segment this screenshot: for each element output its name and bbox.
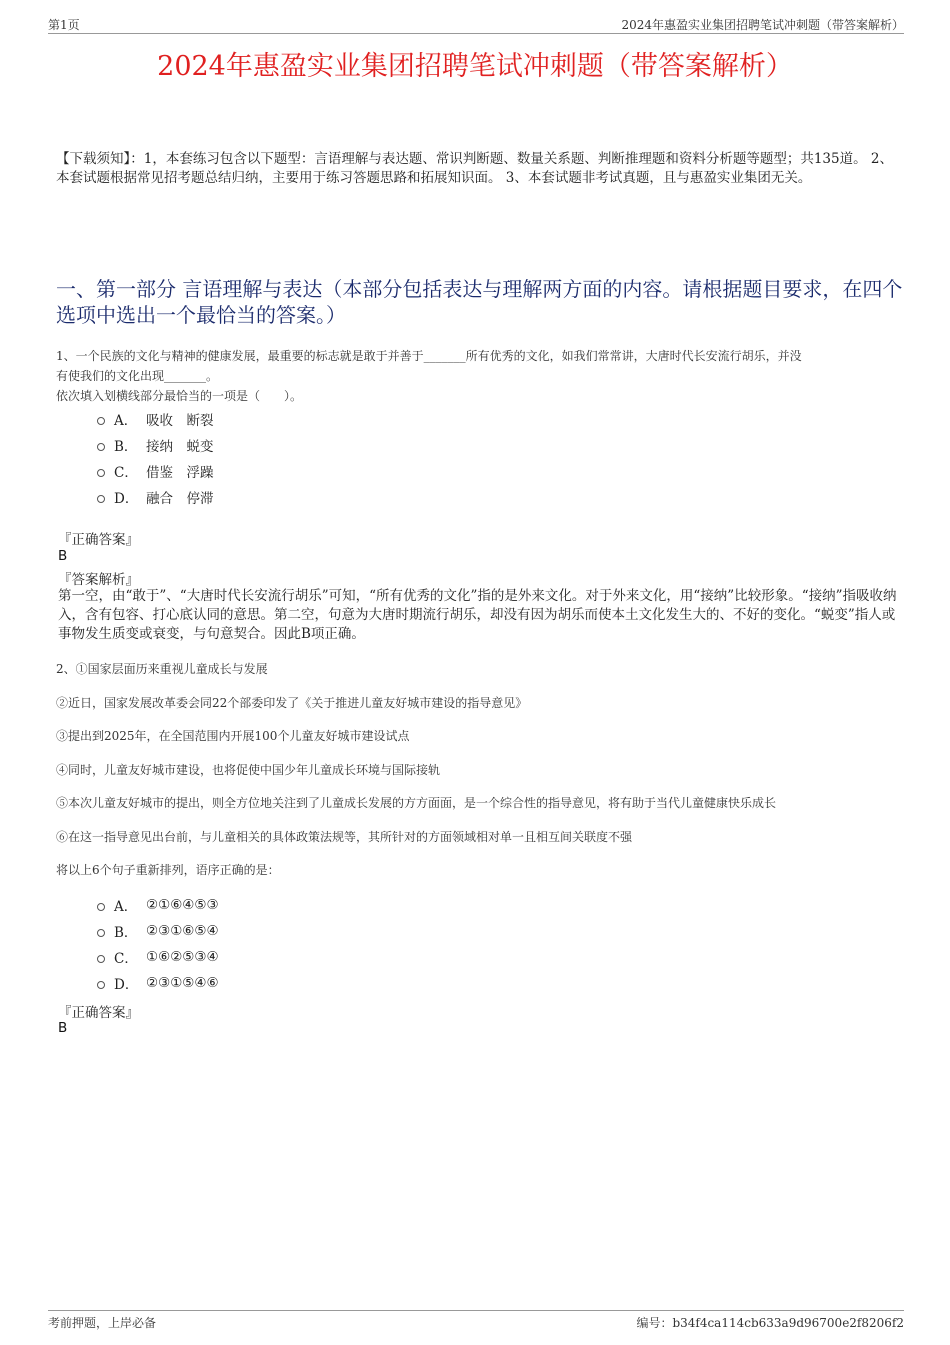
q1-option-a[interactable] bbox=[97, 409, 214, 429]
radio-icon[interactable] bbox=[97, 929, 105, 937]
q2-line-1: 2、①国家层面历来重视儿童成长与发展 bbox=[56, 662, 268, 676]
q2-line-5: ⑤本次儿童友好城市的提出，则全方位地关注到了儿童成长发展的方方面面，是一个综合性的指导意见，将有助于当代儿童健康快乐成长 bbox=[56, 796, 777, 810]
section-heading: 一、第一部分 言语理解与表达（本部分包括表达与理解两方面的内容。请根据题目要求，在四个选项中选出一个最恰当的答案。） bbox=[56, 277, 903, 327]
footer-divider bbox=[48, 1310, 904, 1311]
option-letter: B． bbox=[114, 925, 138, 941]
q1-option-d[interactable] bbox=[97, 487, 214, 507]
page-number: 第1页 bbox=[48, 18, 80, 32]
option-letter: A． bbox=[114, 899, 138, 915]
option-letter: C． bbox=[114, 951, 138, 967]
radio-icon[interactable] bbox=[97, 981, 105, 989]
q2-option-a[interactable] bbox=[97, 895, 219, 915]
radio-icon[interactable] bbox=[97, 417, 105, 425]
q1-explanation: 第一空，由“敢于”、“大唐时代长安流行胡乐”可知，“所有优秀的文化”指的是外来文化。对于外来文化，用“接纳”比较形象。“接纳”指吸收纳入，含有包容、打心底认同的意思。第二空，句意为大唐时期流行胡乐，却没有因为胡乐而使本土文化发生大的、不好的变化。“蜕变”指人或事物发生质变或衰变，与句意契合。因此B项正确。 bbox=[58, 588, 897, 642]
q1-answer-label: 『正确答案』 bbox=[58, 532, 139, 548]
q1-stem-line-1: 1、一个民族的文化与精神的健康发展，最重要的标志就是敢于并善于_______所有优秀的文化，如我们常常讲，大唐时代长安流行胡乐，并没 bbox=[56, 349, 802, 363]
header-doc-title: 2024年惠盈实业集团招聘笔试冲刺题（带答案解析） bbox=[621, 18, 904, 32]
radio-icon[interactable] bbox=[97, 469, 105, 477]
option-text: 接纳 蜕变 bbox=[146, 439, 214, 455]
radio-icon[interactable] bbox=[97, 955, 105, 963]
q2-line-4: ④同时，儿童友好城市建设，也将促使中国少年儿童成长环境与国际接轨 bbox=[56, 763, 441, 777]
option-text: 吸收 断裂 bbox=[146, 413, 214, 429]
option-letter: D． bbox=[114, 491, 139, 507]
option-letter: C． bbox=[114, 465, 138, 481]
q1-answer: B bbox=[58, 548, 68, 564]
radio-icon[interactable] bbox=[97, 903, 105, 911]
option-text: ②①⑥④⑤③ bbox=[146, 897, 219, 913]
q2-option-d[interactable] bbox=[97, 973, 219, 993]
q2-line-3: ③提出到2025年，在全国范围内开展100个儿童友好城市建设试点 bbox=[56, 729, 410, 743]
download-notice: 【下载须知】：1，本套练习包含以下题型：言语理解与表达题、常识判断题、数量关系题、判断推理题和资料分析题等题型；共135道。 2、本套试题根据常见招考题总结归纳，主要用于练习答题思路和拓展知识面。 3、本套试题非考试真题，且与惠盈实业集团无关。 bbox=[56, 151, 893, 186]
q2-prompt: 将以上6个句子重新排列，语序正确的是： bbox=[56, 863, 280, 877]
q2-answer: B bbox=[58, 1020, 68, 1036]
radio-icon[interactable] bbox=[97, 443, 105, 451]
q2-answer-label: 『正确答案』 bbox=[58, 1005, 139, 1021]
option-letter: B． bbox=[114, 439, 138, 455]
document-title: 2024年惠盈实业集团招聘笔试冲刺题（带答案解析） bbox=[157, 51, 793, 82]
q1-stem-line-3: 依次填入划横线部分最恰当的一项是（ ）。 bbox=[56, 389, 303, 403]
option-text: ②③①⑤④⑥ bbox=[146, 975, 219, 991]
option-text: 融合 停滞 bbox=[146, 491, 214, 507]
footer-doc-id: 编号：b34f4ca114cb633a9d96700e2f8206f2 bbox=[636, 1316, 904, 1330]
q2-line-2: ②近日，国家发展改革委会同22个部委印发了《关于推进儿童友好城市建设的指导意见》 bbox=[56, 696, 528, 710]
option-letter: A． bbox=[114, 413, 138, 429]
q2-option-b[interactable] bbox=[97, 921, 219, 941]
q2-option-c[interactable] bbox=[97, 947, 219, 967]
radio-icon[interactable] bbox=[97, 495, 105, 503]
q1-option-c[interactable] bbox=[97, 461, 214, 481]
q1-option-b[interactable] bbox=[97, 435, 214, 455]
q1-stem-line-2: 有使我们的文化出现_______。 bbox=[56, 369, 219, 383]
option-text: 借鉴 浮躁 bbox=[146, 465, 214, 481]
header-divider bbox=[48, 33, 904, 34]
option-text: ①⑥②⑤③④ bbox=[146, 949, 219, 965]
footer-slogan: 考前押题，上岸必备 bbox=[48, 1316, 157, 1330]
option-text: ②③①⑥⑤④ bbox=[146, 923, 219, 939]
option-letter: D． bbox=[114, 977, 139, 993]
q1-explanation-label: 『答案解析』 bbox=[58, 572, 139, 588]
q2-line-6: ⑥在这一指导意见出台前，与儿童相关的具体政策法规等，其所针对的方面领域相对单一且相互间关联度不强 bbox=[56, 830, 633, 844]
